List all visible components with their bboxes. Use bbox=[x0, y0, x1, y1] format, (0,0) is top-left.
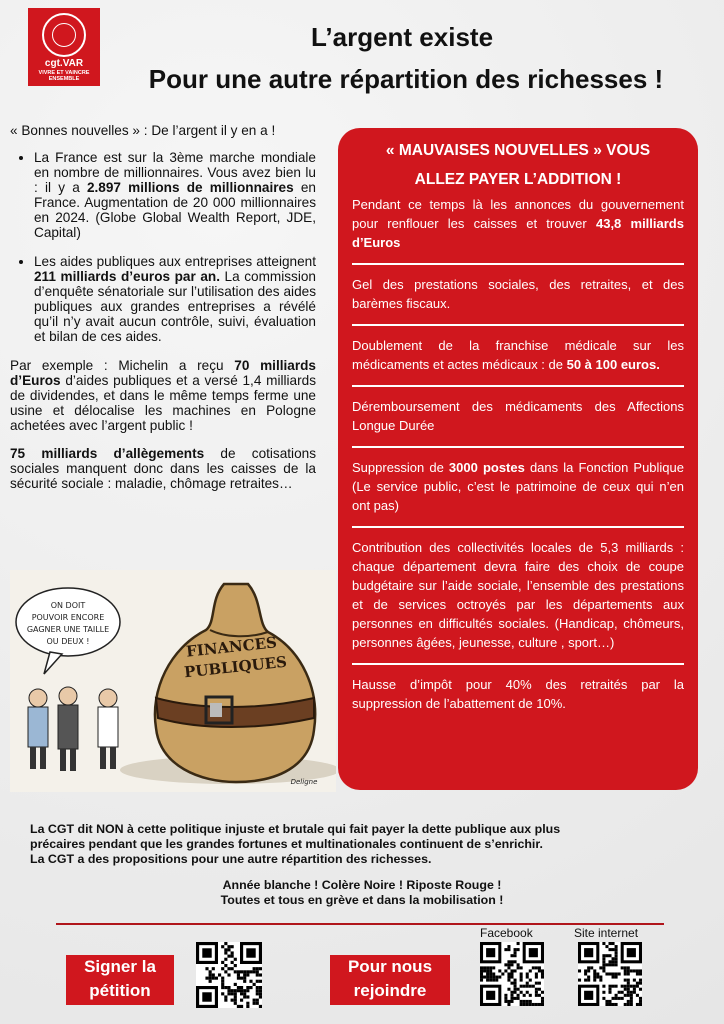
divider bbox=[352, 663, 684, 665]
page-title-line1: L’argent existe bbox=[310, 22, 494, 52]
list-item: • La France est sur la 3ème marche mondiale en nombre de millionnaires. Vous avez bien lu : il y a 2.897 millions de millionnaires en France. Augmentation de 20 000 millionnaires en 2024. (Globe Global Wealth Report, JDE, Capital) bbox=[34, 150, 316, 240]
cartoon-illustration bbox=[10, 570, 336, 792]
divider bbox=[352, 324, 684, 326]
mobilisation-slogan: Année blanche ! Colère Noire ! Riposte Rouge ! Toutes et tous en grève et dans la mobilisation ! bbox=[220, 878, 504, 907]
list-item: Suppression de 3000 postes dans la Fonction Publique (Le service public, c’est le patrimoine de ceux qui n’en ont pas) bbox=[352, 460, 684, 513]
list-item: Pendant ce temps là les annonces du gouvernement pour renflouer les caisses et trouver 43,8 milliards d’Euros bbox=[352, 197, 684, 250]
website-label: Site internet bbox=[574, 926, 639, 940]
divider bbox=[352, 446, 684, 448]
facebook-qr-code[interactable] bbox=[480, 942, 544, 1006]
bad-news-heading: « MAUVAISES NOUVELLES » VOUS ALLEZ PAYER L’ADDITION ! bbox=[385, 142, 651, 188]
michelin-example: Par exemple : Michelin a reçu 70 milliards d’Euros d’aides publiques et a versé 1,4 milliards de dividendes, et dans le même temps ferme une usine et délocalise les machines en Pologne achetées avec l’argent public ! bbox=[10, 358, 316, 433]
social-contributions-note: 75 milliards d’allègements de cotisations sociales manquent donc dans les caisses de la sécurité sociale : maladie, chômage retraites… bbox=[10, 446, 316, 491]
speech-line-3: GAGNER UNE TAILLE bbox=[26, 625, 110, 634]
page-title-line2: Pour une autre répartition des richesses ! bbox=[148, 64, 664, 94]
bad-news-panel bbox=[338, 128, 698, 790]
good-news-column bbox=[10, 123, 316, 504]
good-news-list bbox=[10, 150, 316, 344]
sign-petition-button[interactable]: Signer la pétition bbox=[66, 955, 174, 1005]
list-item: Déremboursement des médicaments des Affections Longue Durée bbox=[352, 399, 684, 433]
join-us-button[interactable]: Pour nous rejoindre bbox=[330, 955, 450, 1005]
good-news-intro: « Bonnes nouvelles » : De l’argent il y en a ! bbox=[10, 123, 276, 138]
divider bbox=[56, 923, 664, 925]
divider bbox=[352, 385, 684, 387]
list-item: Contribution des collectivités locales de 5,3 milliards : chaque département devra faire des choix de coupe budgétaire sur l’aide sociale, l’ensemble des prestations et de services octroyés par les départements aux personnes en difficultés sociales. (Handicap, chômeurs, personnes âgées, jeunesse, culture , sport…) bbox=[352, 540, 684, 650]
divider bbox=[352, 263, 684, 265]
facebook-label: Facebook bbox=[480, 926, 533, 940]
speech-line-4: OU DEUX ! bbox=[46, 637, 90, 646]
petition-qr-code[interactable] bbox=[196, 942, 262, 1008]
bag-label-finances: FINANCES bbox=[185, 633, 278, 661]
cartoon-figures bbox=[28, 687, 118, 771]
logo-brand: cgt.VAR bbox=[44, 58, 84, 69]
bag-label-publiques: PUBLIQUES bbox=[183, 652, 288, 682]
logo-tagline: VIVRE ET VAINCRE ENSEMBLE bbox=[38, 70, 90, 82]
speech-line-1: ON DOIT bbox=[50, 601, 86, 610]
divider bbox=[352, 526, 684, 528]
list-item: Doublement de la franchise médicale sur les médicaments et actes médicaux : de 50 à 100 euros. bbox=[352, 338, 684, 372]
speech-line-2: POUVOIR ENCORE bbox=[31, 613, 105, 622]
cartoonist-signature: Deligne bbox=[290, 778, 318, 786]
website-qr-code[interactable] bbox=[578, 942, 642, 1006]
list-item: • Les aides publiques aux entreprises atteignent 211 milliards d’euros par an. La commission d’enquête sénatoriale sur l’utilisation des aides publiques aux grandes entreprises a révélé qu’il n’y avait aucun contrôle, suivi, évaluation et bilan de ces aides. bbox=[34, 254, 316, 344]
cgt-statement: La CGT dit NON à cette politique injuste et brutale qui fait payer la dette publique aux plus précaires pendant que les grandes fortunes et multinationales continuent de s’enrichir. La CGT a des propositions pour une autre répartition des richesses. bbox=[30, 822, 561, 866]
list-item: Gel des prestations sociales, des retraites, et des barèmes fiscaux. bbox=[352, 277, 684, 311]
list-item: Hausse d’impôt pour 40% des retraités par la suppression de l’abattement de 10%. bbox=[352, 677, 684, 711]
